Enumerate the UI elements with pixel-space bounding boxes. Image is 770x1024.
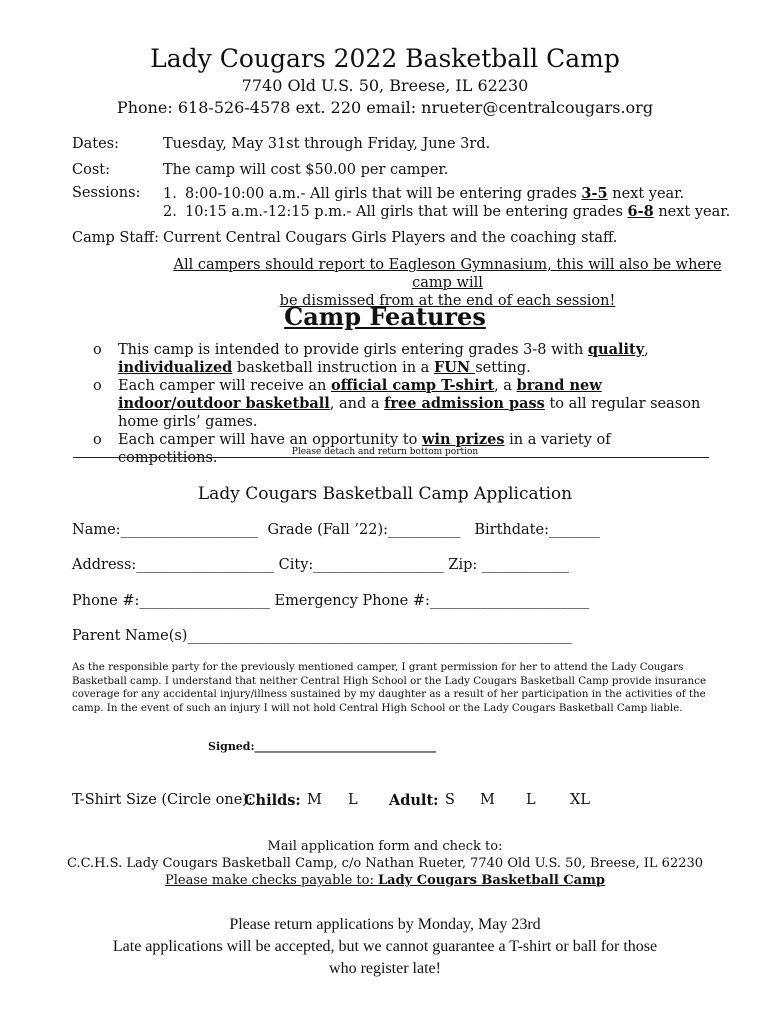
- feature-emphasis: win prizes: [422, 431, 505, 448]
- checks-payable-label: Please make checks payable to:: [165, 873, 378, 888]
- page-title: Lady Cougars 2022 Basketball Camp: [150, 44, 620, 73]
- feature-text: , and a: [329, 396, 385, 412]
- session-text: 10:15 a.m.-12:15 p.m.- All girls that will be entering grades: [185, 204, 628, 220]
- contact-line: Phone: 618-526-4578 ext. 220 email: nrueter@centralcougars.org: [116, 98, 654, 117]
- size-option[interactable]: M: [307, 792, 322, 808]
- form-line[interactable]: Parent Name(s)_____________________________________________________: [72, 628, 572, 644]
- feature-text: Each camper will have an opportunity to: [118, 432, 422, 448]
- dates-value: Tuesday, May 31st through Friday, June 3rd.: [163, 136, 491, 152]
- detach-instruction: Please detach and return bottom portion: [291, 447, 479, 457]
- session-text: 8:00-10:00 a.m.- All girls that will be entering grades: [185, 186, 582, 202]
- cost-value: The camp will cost $50.00 per camper.: [163, 162, 449, 178]
- report-line: be dismissed from at the end of each session!: [279, 293, 616, 309]
- name-grade-birthdate-row[interactable]: [72, 522, 600, 538]
- form-line[interactable]: Address:___________________ City:__________________ Zip: ____________: [72, 557, 569, 573]
- late-notice: Late applications will be accepted, but we cannot guarantee a T-shirt or ball for those: [112, 938, 658, 955]
- camp-address: 7740 Old U.S. 50, Breese, IL 62230: [241, 76, 529, 95]
- feature-text: in a variety of competitions.: [118, 432, 611, 466]
- adult-label: Adult:: [389, 792, 439, 809]
- phone-emergency-row[interactable]: [72, 593, 589, 609]
- checks-payable: [0, 873, 770, 888]
- size-option[interactable]: XL: [570, 792, 590, 808]
- staff-value: Current Central Cougars Girls Players and the coaching staff.: [163, 230, 618, 246]
- feature-emphasis: quality: [587, 341, 645, 358]
- sessions-label: Sessions:: [72, 185, 141, 201]
- session-text-end: next year.: [607, 186, 685, 202]
- detach-divider: [73, 457, 709, 458]
- checks-payee: Lady Cougars Basketball Camp: [378, 873, 605, 888]
- return-deadline: Please return applications by Monday, May 23rd: [229, 916, 541, 933]
- session-grades: 6-8: [627, 203, 654, 220]
- session-number: 1.: [163, 186, 177, 202]
- feature-text: , a: [494, 378, 517, 394]
- feature-emphasis: free admission pass: [384, 395, 545, 412]
- dates-label: Dates:: [72, 136, 120, 152]
- mail-instruction: Mail application form and check to:: [267, 839, 503, 854]
- tshirt-label: T-Shirt Size (Circle one):: [72, 792, 253, 808]
- bullet-marker: o: [93, 378, 102, 394]
- late-notice-end: who register late!: [329, 960, 441, 977]
- permission-statement: As the responsible party for the previously mentioned camper, I grant permission for her to attend the Lady Cougars Basketball camp. I understand that neither Central High School or the Lady Cougars Basketball Camp provide insurance coverage for any accidental injury/illness sustained by my daughter as a result of her participation in the activities of the camp. In the event of such an injury I will not hold Central High School or the Lady Cougars Basketball Camp liable.: [72, 661, 707, 714]
- feature-bullet: [93, 341, 703, 377]
- features-heading: Camp Features: [284, 302, 486, 331]
- address-city-zip-row[interactable]: [72, 557, 569, 573]
- feature-text: This camp is intended to provide girls entering grades 3-8 with: [118, 342, 588, 358]
- form-line[interactable]: Phone #:__________________ Emergency Phone #:______________________: [72, 593, 590, 609]
- feature-emphasis: official camp T-shirt: [330, 377, 495, 394]
- report-line: All campers should report to Eagleson Gymnasium, this will also be where camp will: [173, 257, 722, 291]
- size-option[interactable]: L: [348, 792, 358, 808]
- session-number: 2.: [163, 204, 177, 220]
- bullet-marker: o: [93, 342, 102, 358]
- feature-text: Each camper will receive an: [118, 378, 331, 394]
- session-item: [163, 185, 684, 202]
- cost-label: Cost:: [72, 162, 110, 178]
- feature-text: ,: [644, 342, 649, 358]
- application-title: Lady Cougars Basketball Camp Application: [197, 484, 573, 504]
- size-option[interactable]: M: [480, 792, 495, 808]
- feature-emphasis: FUN: [433, 359, 476, 376]
- mail-address: C.C.H.S. Lady Cougars Basketball Camp, c/o Nathan Rueter, 7740 Old U.S. 50, Breese, IL 62230: [66, 856, 704, 871]
- form-line[interactable]: Name:___________________ Grade (Fall ’22):__________ Birthdate:_______: [72, 522, 600, 538]
- feature-text: to all regular season home girls’ games.: [118, 396, 701, 430]
- childs-label: Childs:: [244, 792, 301, 809]
- feature-bullet: [93, 377, 703, 431]
- feature-emphasis: brand new indoor/outdoor basketball: [118, 377, 602, 412]
- session-grades: 3-5: [581, 185, 608, 202]
- feature-emphasis: individualized: [118, 359, 233, 376]
- staff-label: Camp Staff:: [72, 230, 159, 246]
- feature-text: basketball instruction in a: [232, 360, 434, 376]
- session-item: [163, 203, 730, 220]
- bullet-marker: o: [93, 432, 102, 448]
- feature-text: setting.: [475, 360, 531, 376]
- size-option[interactable]: S: [445, 792, 455, 808]
- parent-name-row[interactable]: [72, 628, 572, 644]
- size-option[interactable]: L: [526, 792, 536, 808]
- session-text-end: next year.: [653, 204, 731, 220]
- signature-line[interactable]: Signed:_________________________________: [208, 740, 437, 753]
